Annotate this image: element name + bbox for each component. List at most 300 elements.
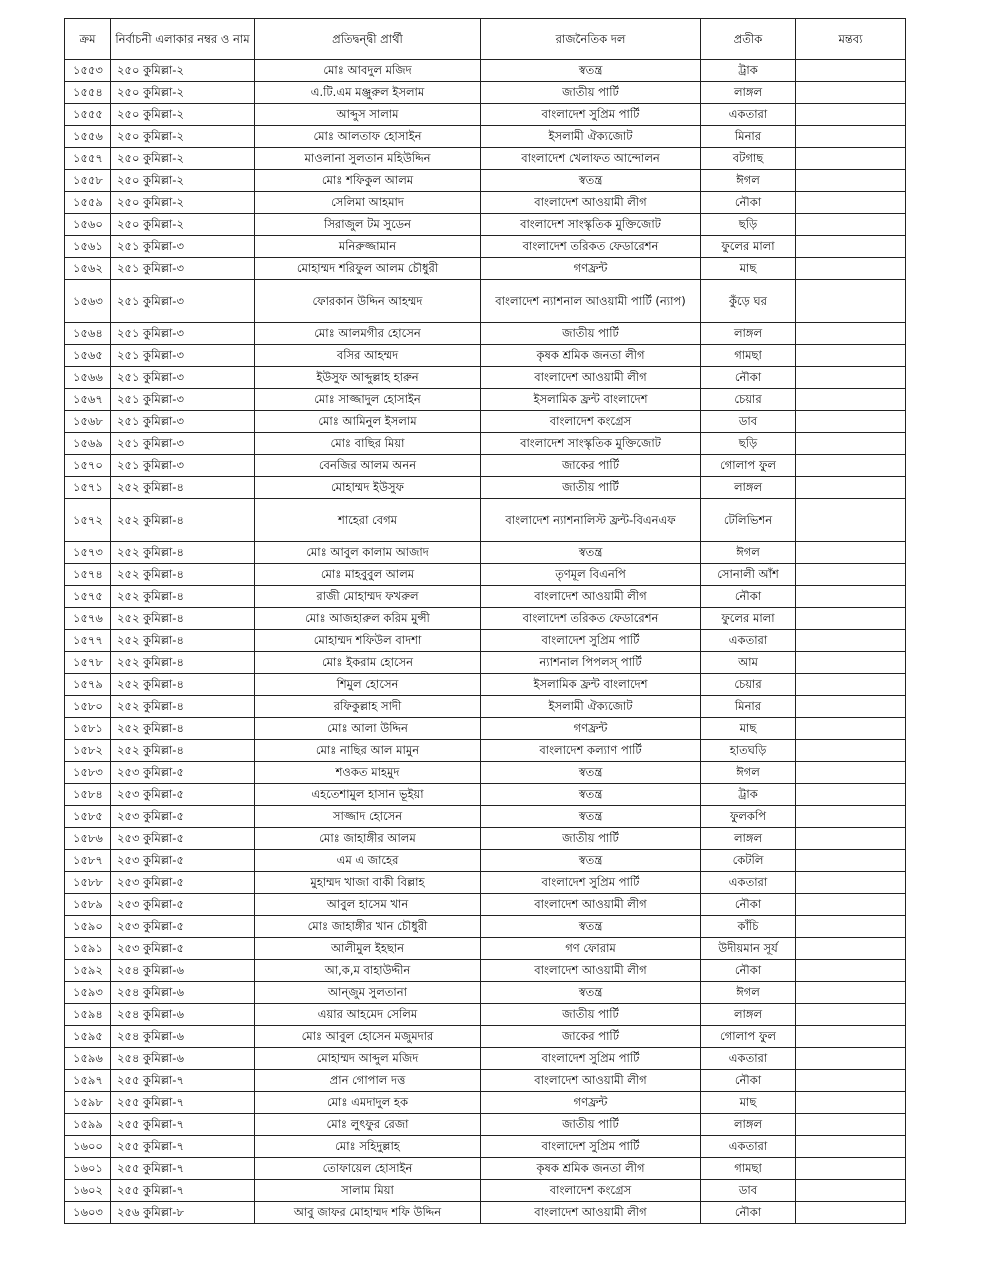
cell-remarks	[796, 192, 906, 214]
cell-candidate: মোঃ ইকরাম হোসেন	[255, 652, 481, 674]
cell-party: জাতীয় পার্টি	[481, 477, 701, 499]
cell-remarks	[796, 872, 906, 894]
cell-candidate: রফিকুল্লাহ সাদী	[255, 696, 481, 718]
cell-serial: ১৫৮২	[65, 740, 111, 762]
cell-remarks	[796, 455, 906, 477]
table-row	[65, 1092, 906, 1114]
table-row	[65, 82, 906, 104]
cell-candidate: আব্দুস সালাম	[255, 104, 481, 126]
cell-party: ইসলামী ঐক্যজোট	[481, 696, 701, 718]
cell-remarks	[796, 740, 906, 762]
cell-remarks	[796, 170, 906, 192]
header-serial: ক্রম	[65, 19, 111, 60]
table-row	[65, 411, 906, 433]
cell-candidate: শিমুল হোসেন	[255, 674, 481, 696]
cell-candidate: মোঃ আলমগীর হোসেন	[255, 323, 481, 345]
cell-party: স্বতন্ত্র	[481, 542, 701, 564]
cell-area: ২৫২ কুমিল্লা-৪	[111, 586, 255, 608]
cell-party: বাংলাদেশ ন্যাশনালিস্ট ফ্রন্ট-বিএনএফ	[481, 499, 701, 542]
cell-area: ২৫৪ কুমিল্লা-৬	[111, 982, 255, 1004]
cell-remarks	[796, 236, 906, 258]
cell-party: ইসলামিক ফ্রন্ট বাংলাদেশ	[481, 674, 701, 696]
cell-candidate: আ,ক,ম বাহাউদ্দীন	[255, 960, 481, 982]
cell-candidate: মোঃ নাছির আল মামুন	[255, 740, 481, 762]
cell-candidate: মোঃ আবুল কালাম আজাদ	[255, 542, 481, 564]
cell-serial: ১৫৮৭	[65, 850, 111, 872]
table-row	[65, 1070, 906, 1092]
cell-candidate: এহতেশামুল হাসান ভূইয়া	[255, 784, 481, 806]
cell-party: কৃষক শ্রমিক জনতা লীগ	[481, 1158, 701, 1180]
cell-serial: ১৫৬৮	[65, 411, 111, 433]
cell-remarks	[796, 126, 906, 148]
cell-symbol: মাছ	[701, 1092, 796, 1114]
cell-remarks	[796, 345, 906, 367]
cell-party: বাংলাদেশ কংগ্রেস	[481, 411, 701, 433]
cell-candidate: মোঃ বাছির মিয়া	[255, 433, 481, 455]
cell-area: ২৫৬ কুমিল্লা-৮	[111, 1202, 255, 1224]
cell-candidate: মোঃ জাহাঙ্গীর আলম	[255, 828, 481, 850]
cell-remarks	[796, 280, 906, 323]
cell-remarks	[796, 1026, 906, 1048]
cell-serial: ১৫৬৩	[65, 280, 111, 323]
cell-party: জাতীয় পার্টি	[481, 1114, 701, 1136]
cell-remarks	[796, 652, 906, 674]
cell-party: বাংলাদেশ আওয়ামী লীগ	[481, 1202, 701, 1224]
cell-candidate: সাজ্জাদ হোসেন	[255, 806, 481, 828]
table-row	[65, 718, 906, 740]
header-party: রাজনৈতিক দল	[481, 19, 701, 60]
cell-candidate: শওকত মাহমুদ	[255, 762, 481, 784]
cell-serial: ১৫৯২	[65, 960, 111, 982]
table-row	[65, 389, 906, 411]
cell-party: তৃণমূল বিএনপি	[481, 564, 701, 586]
cell-remarks	[796, 367, 906, 389]
cell-remarks	[796, 389, 906, 411]
cell-serial: ১৫৮৯	[65, 894, 111, 916]
cell-party: বাংলাদেশ সুপ্রিম পার্টি	[481, 1048, 701, 1070]
cell-party: বাংলাদেশ সুপ্রিম পার্টি	[481, 104, 701, 126]
cell-remarks	[796, 608, 906, 630]
cell-serial: ১৫৬১	[65, 236, 111, 258]
cell-remarks	[796, 1004, 906, 1026]
cell-serial: ১৫৭৯	[65, 674, 111, 696]
cell-area: ২৫২ কুমিল্লা-৪	[111, 608, 255, 630]
table-row	[65, 1114, 906, 1136]
table-row	[65, 850, 906, 872]
cell-candidate: এ.টি.এম মঞ্জুরুল ইসলাম	[255, 82, 481, 104]
cell-candidate: আবুল হাসেম খান	[255, 894, 481, 916]
table-row	[65, 784, 906, 806]
table-row	[65, 916, 906, 938]
cell-party: স্বতন্ত্র	[481, 762, 701, 784]
cell-serial: ১৫৮১	[65, 718, 111, 740]
cell-area: ২৫১ কুমিল্লা-৩	[111, 367, 255, 389]
cell-serial: ১৫৫৭	[65, 148, 111, 170]
cell-area: ২৫২ কুমিল্লা-৪	[111, 718, 255, 740]
cell-symbol: ট্রাক	[701, 784, 796, 806]
cell-candidate: আন্জুম সুলতানা	[255, 982, 481, 1004]
cell-symbol: গামছা	[701, 345, 796, 367]
cell-remarks	[796, 806, 906, 828]
cell-serial: ১৫৮৮	[65, 872, 111, 894]
table-row	[65, 806, 906, 828]
cell-area: ২৫৩ কুমিল্লা-৫	[111, 806, 255, 828]
cell-remarks	[796, 564, 906, 586]
table-row	[65, 1180, 906, 1202]
cell-symbol: নৌকা	[701, 1202, 796, 1224]
cell-symbol: নৌকা	[701, 960, 796, 982]
cell-candidate: মোহাম্মদ ইউসুফ	[255, 477, 481, 499]
cell-symbol: ছড়ি	[701, 433, 796, 455]
cell-party: বাংলাদেশ কংগ্রেস	[481, 1180, 701, 1202]
cell-remarks	[796, 542, 906, 564]
candidate-list-page	[64, 18, 905, 1224]
cell-symbol: কুঁড়ে ঘর	[701, 280, 796, 323]
cell-area: ২৫২ কুমিল্লা-৪	[111, 564, 255, 586]
cell-candidate: সিরাজুল টম সুডেন	[255, 214, 481, 236]
table-row	[65, 499, 906, 542]
cell-candidate: মোহাম্মদ শরিফুল আলম চৌধুরী	[255, 258, 481, 280]
cell-area: ২৫১ কুমিল্লা-৩	[111, 258, 255, 280]
cell-candidate: ইউসুফ আব্দুল্লাহ হারুন	[255, 367, 481, 389]
table-row	[65, 477, 906, 499]
table-row	[65, 608, 906, 630]
cell-area: ২৫১ কুমিল্লা-৩	[111, 323, 255, 345]
cell-symbol: কাঁচি	[701, 916, 796, 938]
cell-remarks	[796, 258, 906, 280]
cell-symbol: একতারা	[701, 630, 796, 652]
cell-remarks	[796, 60, 906, 82]
cell-remarks	[796, 1158, 906, 1180]
cell-party: ইসলামিক ফ্রন্ট বাংলাদেশ	[481, 389, 701, 411]
table-row	[65, 258, 906, 280]
header-candidate: প্রতিদ্বন্দ্বী প্রার্থী	[255, 19, 481, 60]
cell-serial: ১৬০১	[65, 1158, 111, 1180]
cell-symbol: ট্রাক	[701, 60, 796, 82]
cell-remarks	[796, 433, 906, 455]
cell-remarks	[796, 982, 906, 1004]
table-row	[65, 652, 906, 674]
cell-remarks	[796, 674, 906, 696]
cell-party: স্বতন্ত্র	[481, 916, 701, 938]
cell-candidate: ফোরকান উদ্দিন আহম্মদ	[255, 280, 481, 323]
cell-party: ন্যাশনাল পিপলস্ পার্টি	[481, 652, 701, 674]
cell-remarks	[796, 1202, 906, 1224]
cell-serial: ১৫৯৭	[65, 1070, 111, 1092]
cell-serial: ১৫৭০	[65, 455, 111, 477]
cell-serial: ১৫৭৬	[65, 608, 111, 630]
cell-area: ২৫৫ কুমিল্লা-৭	[111, 1158, 255, 1180]
cell-candidate: মোঃ আলা উদ্দিন	[255, 718, 481, 740]
cell-candidate: মোঃ লুৎফুর রেজা	[255, 1114, 481, 1136]
cell-symbol: ছড়ি	[701, 214, 796, 236]
table-row	[65, 345, 906, 367]
cell-remarks	[796, 916, 906, 938]
cell-symbol: নৌকা	[701, 367, 796, 389]
cell-party: বাংলাদেশ আওয়ামী লীগ	[481, 192, 701, 214]
cell-serial: ১৫৫৪	[65, 82, 111, 104]
cell-symbol: চেয়ার	[701, 674, 796, 696]
cell-area: ২৫২ কুমিল্লা-৪	[111, 652, 255, 674]
cell-candidate: মনিরুজ্জামান	[255, 236, 481, 258]
cell-symbol: ডাব	[701, 411, 796, 433]
cell-serial: ১৫৭৪	[65, 564, 111, 586]
table-row	[65, 674, 906, 696]
table-row	[65, 938, 906, 960]
cell-area: ২৫৪ কুমিল্লা-৬	[111, 1026, 255, 1048]
cell-symbol: একতারা	[701, 872, 796, 894]
cell-area: ২৫৫ কুমিল্লা-৭	[111, 1114, 255, 1136]
cell-symbol: ঈগল	[701, 170, 796, 192]
cell-area: ২৫৩ কুমিল্লা-৫	[111, 762, 255, 784]
cell-serial: ১৫৯০	[65, 916, 111, 938]
cell-party: বাংলাদেশ কল্যাণ পার্টি	[481, 740, 701, 762]
table-row	[65, 586, 906, 608]
cell-remarks	[796, 894, 906, 916]
cell-serial: ১৫৭৭	[65, 630, 111, 652]
cell-area: ২৫২ কুমিল্লা-৪	[111, 674, 255, 696]
cell-party: বাংলাদেশ আওয়ামী লীগ	[481, 894, 701, 916]
cell-candidate: মোঃ সাজ্জাদুল হোসাইন	[255, 389, 481, 411]
cell-area: ২৫৪ কুমিল্লা-৬	[111, 1004, 255, 1026]
cell-area: ২৫১ কুমিল্লা-৩	[111, 236, 255, 258]
cell-area: ২৫২ কুমিল্লা-৪	[111, 630, 255, 652]
cell-symbol: হাতঘড়ি	[701, 740, 796, 762]
cell-serial: ১৫৭২	[65, 499, 111, 542]
cell-serial: ১৫৫৮	[65, 170, 111, 192]
cell-symbol: সোনালী আঁশ	[701, 564, 796, 586]
cell-symbol: ঈগল	[701, 762, 796, 784]
cell-symbol: একতারা	[701, 1136, 796, 1158]
table-row	[65, 828, 906, 850]
cell-serial: ১৫৬৯	[65, 433, 111, 455]
cell-serial: ১৫৯৯	[65, 1114, 111, 1136]
cell-party: গণফ্রন্ট	[481, 1092, 701, 1114]
table-row	[65, 872, 906, 894]
cell-remarks	[796, 1048, 906, 1070]
cell-remarks	[796, 82, 906, 104]
cell-symbol: বটগাছ	[701, 148, 796, 170]
cell-serial: ১৫৮৬	[65, 828, 111, 850]
cell-candidate: মোঃ আবুল হোসেন মজুমদার	[255, 1026, 481, 1048]
table-row	[65, 982, 906, 1004]
cell-serial: ১৫৮৪	[65, 784, 111, 806]
header-remarks: মন্তব্য	[796, 19, 906, 60]
cell-area: ২৫৫ কুমিল্লা-৭	[111, 1092, 255, 1114]
cell-candidate: বসির আহম্মদ	[255, 345, 481, 367]
cell-serial: ১৫৯৫	[65, 1026, 111, 1048]
candidate-table	[64, 18, 906, 1224]
cell-remarks	[796, 499, 906, 542]
cell-candidate: মোঃ সহিদুল্লাহ	[255, 1136, 481, 1158]
table-row	[65, 1026, 906, 1048]
cell-area: ২৫৪ কুমিল্লা-৬	[111, 960, 255, 982]
cell-remarks	[796, 104, 906, 126]
cell-area: ২৫০ কুমিল্লা-২	[111, 82, 255, 104]
cell-symbol: ফুলকপি	[701, 806, 796, 828]
cell-symbol: একতারা	[701, 1048, 796, 1070]
cell-remarks	[796, 784, 906, 806]
cell-area: ২৫০ কুমিল্লা-২	[111, 192, 255, 214]
cell-serial: ১৫৭৩	[65, 542, 111, 564]
cell-symbol: মিনার	[701, 696, 796, 718]
cell-remarks	[796, 960, 906, 982]
table-row	[65, 1004, 906, 1026]
cell-candidate: তোফায়েল হোসাইন	[255, 1158, 481, 1180]
cell-serial: ১৫৯৪	[65, 1004, 111, 1026]
cell-party: স্বতন্ত্র	[481, 982, 701, 1004]
cell-symbol: চেয়ার	[701, 389, 796, 411]
cell-party: বাংলাদেশ আওয়ামী লীগ	[481, 367, 701, 389]
table-row	[65, 762, 906, 784]
cell-area: ২৫৫ কুমিল্লা-৭	[111, 1070, 255, 1092]
cell-remarks	[796, 828, 906, 850]
table-row	[65, 740, 906, 762]
cell-candidate: মোঃ শফিকুল আলম	[255, 170, 481, 192]
cell-serial: ১৫৬৭	[65, 389, 111, 411]
cell-symbol: ঈগল	[701, 542, 796, 564]
cell-symbol: লাঙ্গল	[701, 82, 796, 104]
cell-area: ২৫২ কুমিল্লা-৪	[111, 542, 255, 564]
cell-serial: ১৫৫৩	[65, 60, 111, 82]
cell-area: ২৫৫ কুমিল্লা-৭	[111, 1180, 255, 1202]
cell-party: বাংলাদেশ তরিকত ফেডারেশন	[481, 236, 701, 258]
cell-serial: ১৫৬৬	[65, 367, 111, 389]
cell-remarks	[796, 1136, 906, 1158]
cell-symbol: ঈগল	[701, 982, 796, 1004]
cell-remarks	[796, 214, 906, 236]
cell-serial: ১৫৯৮	[65, 1092, 111, 1114]
table-row	[65, 214, 906, 236]
table-row	[65, 455, 906, 477]
cell-party: বাংলাদেশ ন্যাশনাল আওয়ামী পার্টি (ন্যাপ)	[481, 280, 701, 323]
cell-symbol: গোলাপ ফুল	[701, 455, 796, 477]
cell-symbol: টেলিভিশন	[701, 499, 796, 542]
table-row	[65, 104, 906, 126]
cell-candidate: মাওলানা সুলতান মহিউদ্দিন	[255, 148, 481, 170]
cell-area: ২৫২ কুমিল্লা-৪	[111, 696, 255, 718]
cell-candidate: মোঃ মাহবুবুল আলম	[255, 564, 481, 586]
table-row	[65, 696, 906, 718]
table-row	[65, 1158, 906, 1180]
cell-remarks	[796, 411, 906, 433]
cell-area: ২৫১ কুমিল্লা-৩	[111, 455, 255, 477]
cell-party: বাংলাদেশ আওয়ামী লীগ	[481, 1070, 701, 1092]
cell-candidate: সালাম মিয়া	[255, 1180, 481, 1202]
cell-party: বাংলাদেশ তরিকত ফেডারেশন	[481, 608, 701, 630]
cell-area: ২৫৩ কুমিল্লা-৫	[111, 916, 255, 938]
cell-party: ইসলামী ঐক্যজোট	[481, 126, 701, 148]
cell-serial: ১৫৫৬	[65, 126, 111, 148]
cell-symbol: গামছা	[701, 1158, 796, 1180]
table-row	[65, 192, 906, 214]
cell-party: গণফ্রন্ট	[481, 718, 701, 740]
cell-area: ২৫১ কুমিল্লা-৩	[111, 411, 255, 433]
cell-candidate: আবু জাফর মোহাম্মদ শফি উদ্দিন	[255, 1202, 481, 1224]
cell-party: স্বতন্ত্র	[481, 784, 701, 806]
cell-area: ২৫০ কুমিল্লা-২	[111, 60, 255, 82]
cell-area: ২৫০ কুমিল্লা-২	[111, 126, 255, 148]
cell-party: জাতীয় পার্টি	[481, 323, 701, 345]
cell-symbol: নৌকা	[701, 192, 796, 214]
cell-serial: ১৫৫৯	[65, 192, 111, 214]
cell-remarks	[796, 1092, 906, 1114]
cell-candidate: মোহাম্মদ আব্দুল মজিদ	[255, 1048, 481, 1070]
cell-remarks	[796, 477, 906, 499]
cell-serial: ১৫৯৩	[65, 982, 111, 1004]
cell-symbol: আম	[701, 652, 796, 674]
cell-symbol: নৌকা	[701, 894, 796, 916]
cell-area: ২৫০ কুমিল্লা-২	[111, 170, 255, 192]
cell-remarks	[796, 1070, 906, 1092]
cell-area: ২৫৩ কুমিল্লা-৫	[111, 850, 255, 872]
cell-area: ২৫০ কুমিল্লা-২	[111, 148, 255, 170]
cell-symbol: লাঙ্গল	[701, 828, 796, 850]
cell-candidate: আলীমুল ইহছান	[255, 938, 481, 960]
cell-area: ২৫৪ কুমিল্লা-৬	[111, 1048, 255, 1070]
cell-party: বাংলাদেশ সাংস্কৃতিক মুক্তিজোট	[481, 214, 701, 236]
table-row	[65, 323, 906, 345]
table-row	[65, 280, 906, 323]
cell-remarks	[796, 586, 906, 608]
cell-party: জাকের পার্টি	[481, 1026, 701, 1048]
header-area: নির্বাচনী এলাকার নম্বর ও নাম	[111, 19, 255, 60]
cell-candidate: এম এ জাহের	[255, 850, 481, 872]
cell-candidate: মোঃ আবদুল মজিদ	[255, 60, 481, 82]
cell-symbol: কেটলি	[701, 850, 796, 872]
cell-area: ২৫১ কুমিল্লা-৩	[111, 433, 255, 455]
cell-candidate: বেনজির আলম অনন	[255, 455, 481, 477]
cell-party: জাতীয় পার্টি	[481, 82, 701, 104]
table-row	[65, 564, 906, 586]
cell-symbol: লাঙ্গল	[701, 1004, 796, 1026]
cell-remarks	[796, 1180, 906, 1202]
cell-candidate: মোহাম্মদ শফিউল বাদশা	[255, 630, 481, 652]
cell-candidate: মোঃ আলতাফ হোসাইন	[255, 126, 481, 148]
cell-party: জাকের পার্টি	[481, 455, 701, 477]
table-header-row	[65, 19, 906, 60]
cell-candidate: মোঃ আজহারুল করিম মুন্সী	[255, 608, 481, 630]
cell-serial: ১৫৭৫	[65, 586, 111, 608]
table-row	[65, 1202, 906, 1224]
cell-party: বাংলাদেশ সুপ্রিম পার্টি	[481, 872, 701, 894]
cell-symbol: লাঙ্গল	[701, 323, 796, 345]
table-row	[65, 60, 906, 82]
cell-symbol: ডাব	[701, 1180, 796, 1202]
cell-serial: ১৫৭১	[65, 477, 111, 499]
cell-serial: ১৫৬০	[65, 214, 111, 236]
cell-party: স্বতন্ত্র	[481, 850, 701, 872]
cell-party: গণফ্রন্ট	[481, 258, 701, 280]
cell-area: ২৫৫ কুমিল্লা-৭	[111, 1136, 255, 1158]
cell-party: বাংলাদেশ আওয়ামী লীগ	[481, 586, 701, 608]
table-row	[65, 894, 906, 916]
cell-area: ২৫১ কুমিল্লা-৩	[111, 280, 255, 323]
table-row	[65, 170, 906, 192]
table-row	[65, 236, 906, 258]
cell-remarks	[796, 850, 906, 872]
cell-remarks	[796, 696, 906, 718]
cell-symbol: একতারা	[701, 104, 796, 126]
cell-area: ২৫২ কুমিল্লা-৪	[111, 740, 255, 762]
cell-party: গণ ফোরাম	[481, 938, 701, 960]
table-row	[65, 126, 906, 148]
cell-serial: ১৫৭৮	[65, 652, 111, 674]
cell-party: বাংলাদেশ খেলাফত আন্দোলন	[481, 148, 701, 170]
cell-serial: ১৫৯১	[65, 938, 111, 960]
cell-serial: ১৫৮০	[65, 696, 111, 718]
cell-symbol: গোলাপ ফুল	[701, 1026, 796, 1048]
